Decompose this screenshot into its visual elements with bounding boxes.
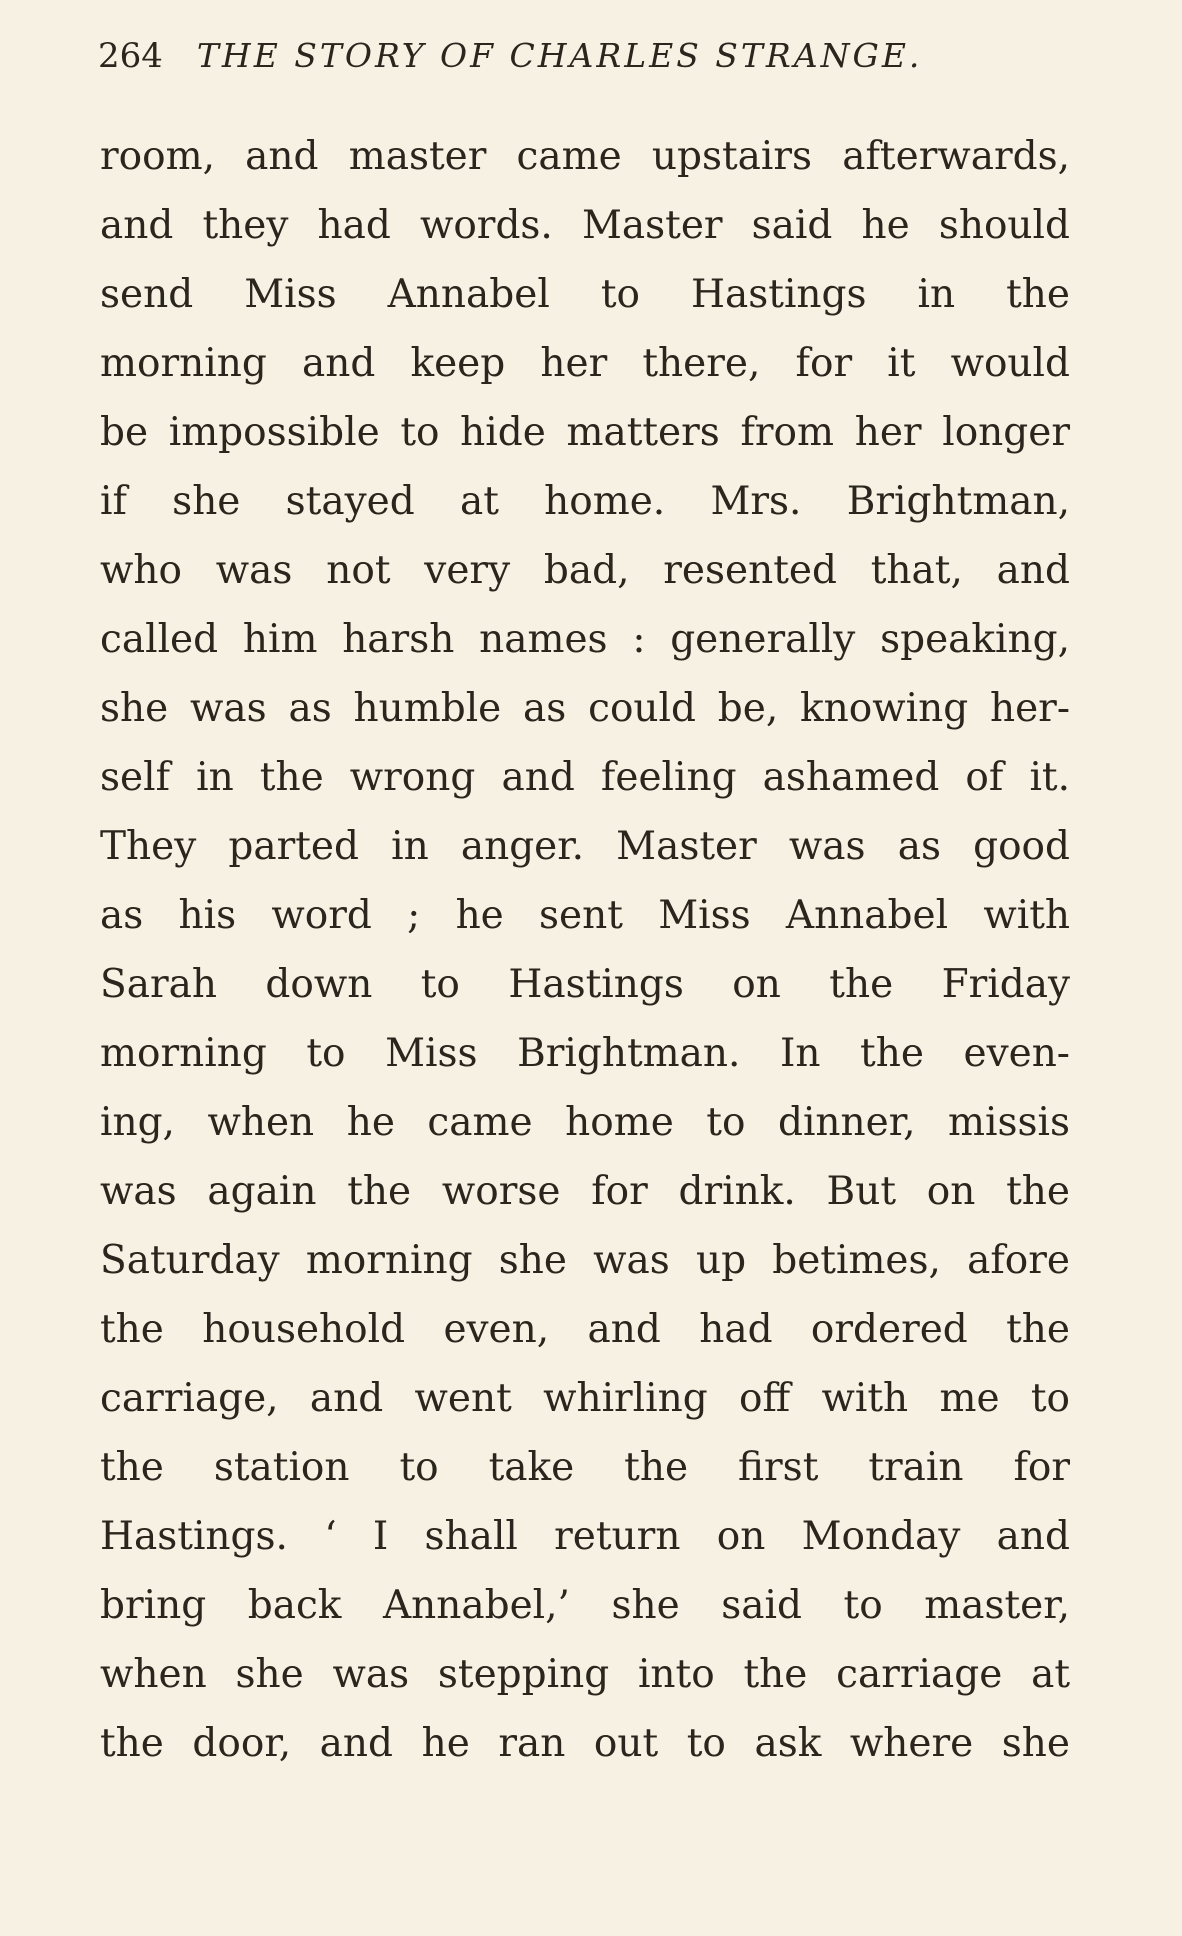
text-line: she was as humble as could be, knowing her-: [100, 686, 1070, 731]
text-line: the door, and he ran out to ask where she: [100, 1721, 1070, 1766]
text-line: the household even, and had ordered the: [100, 1307, 1070, 1352]
text-line: They parted in anger. Master was as good: [100, 824, 1070, 869]
text-line: if she stayed at home. Mrs. Brightman,: [100, 479, 1070, 524]
text-line: Saturday morning she was up betimes, afore: [100, 1238, 1070, 1283]
text-line: and they had words. Master said he should: [100, 203, 1070, 248]
text-line: was again the worse for drink. But on the: [100, 1169, 1070, 1214]
text-line: be impossible to hide matters from her longer: [100, 410, 1070, 455]
text-line: morning and keep her there, for it would: [100, 341, 1070, 386]
text-line: Sarah down to Hastings on the Friday: [100, 962, 1070, 1007]
text-line: self in the wrong and feeling ashamed of it.: [100, 755, 1070, 800]
text-line: the station to take the first train for: [100, 1445, 1070, 1490]
body-text: [100, 122, 1070, 1778]
text-line: called him harsh names : generally speaking,: [100, 617, 1070, 662]
text-line: morning to Miss Brightman. In the even-: [100, 1031, 1070, 1076]
text-line: bring back Annabel,’ she said to master,: [100, 1583, 1070, 1628]
running-head: [98, 36, 1122, 86]
page-number: 264: [98, 36, 163, 76]
text-line: who was not very bad, resented that, and: [100, 548, 1070, 593]
running-title: THE STORY OF CHARLES STRANGE.: [196, 36, 923, 75]
text-line: ing, when he came home to dinner, missis: [100, 1100, 1070, 1145]
text-line: as his word ; he sent Miss Annabel with: [100, 893, 1070, 938]
text-line: carriage, and went whirling off with me to: [100, 1376, 1070, 1421]
text-line: when she was stepping into the carriage at: [100, 1652, 1070, 1697]
text-line: room, and master came upstairs afterwards,: [100, 134, 1070, 179]
text-line: Hastings. ‘ I shall return on Monday and: [100, 1514, 1070, 1559]
text-line: send Miss Annabel to Hastings in the: [100, 272, 1070, 317]
